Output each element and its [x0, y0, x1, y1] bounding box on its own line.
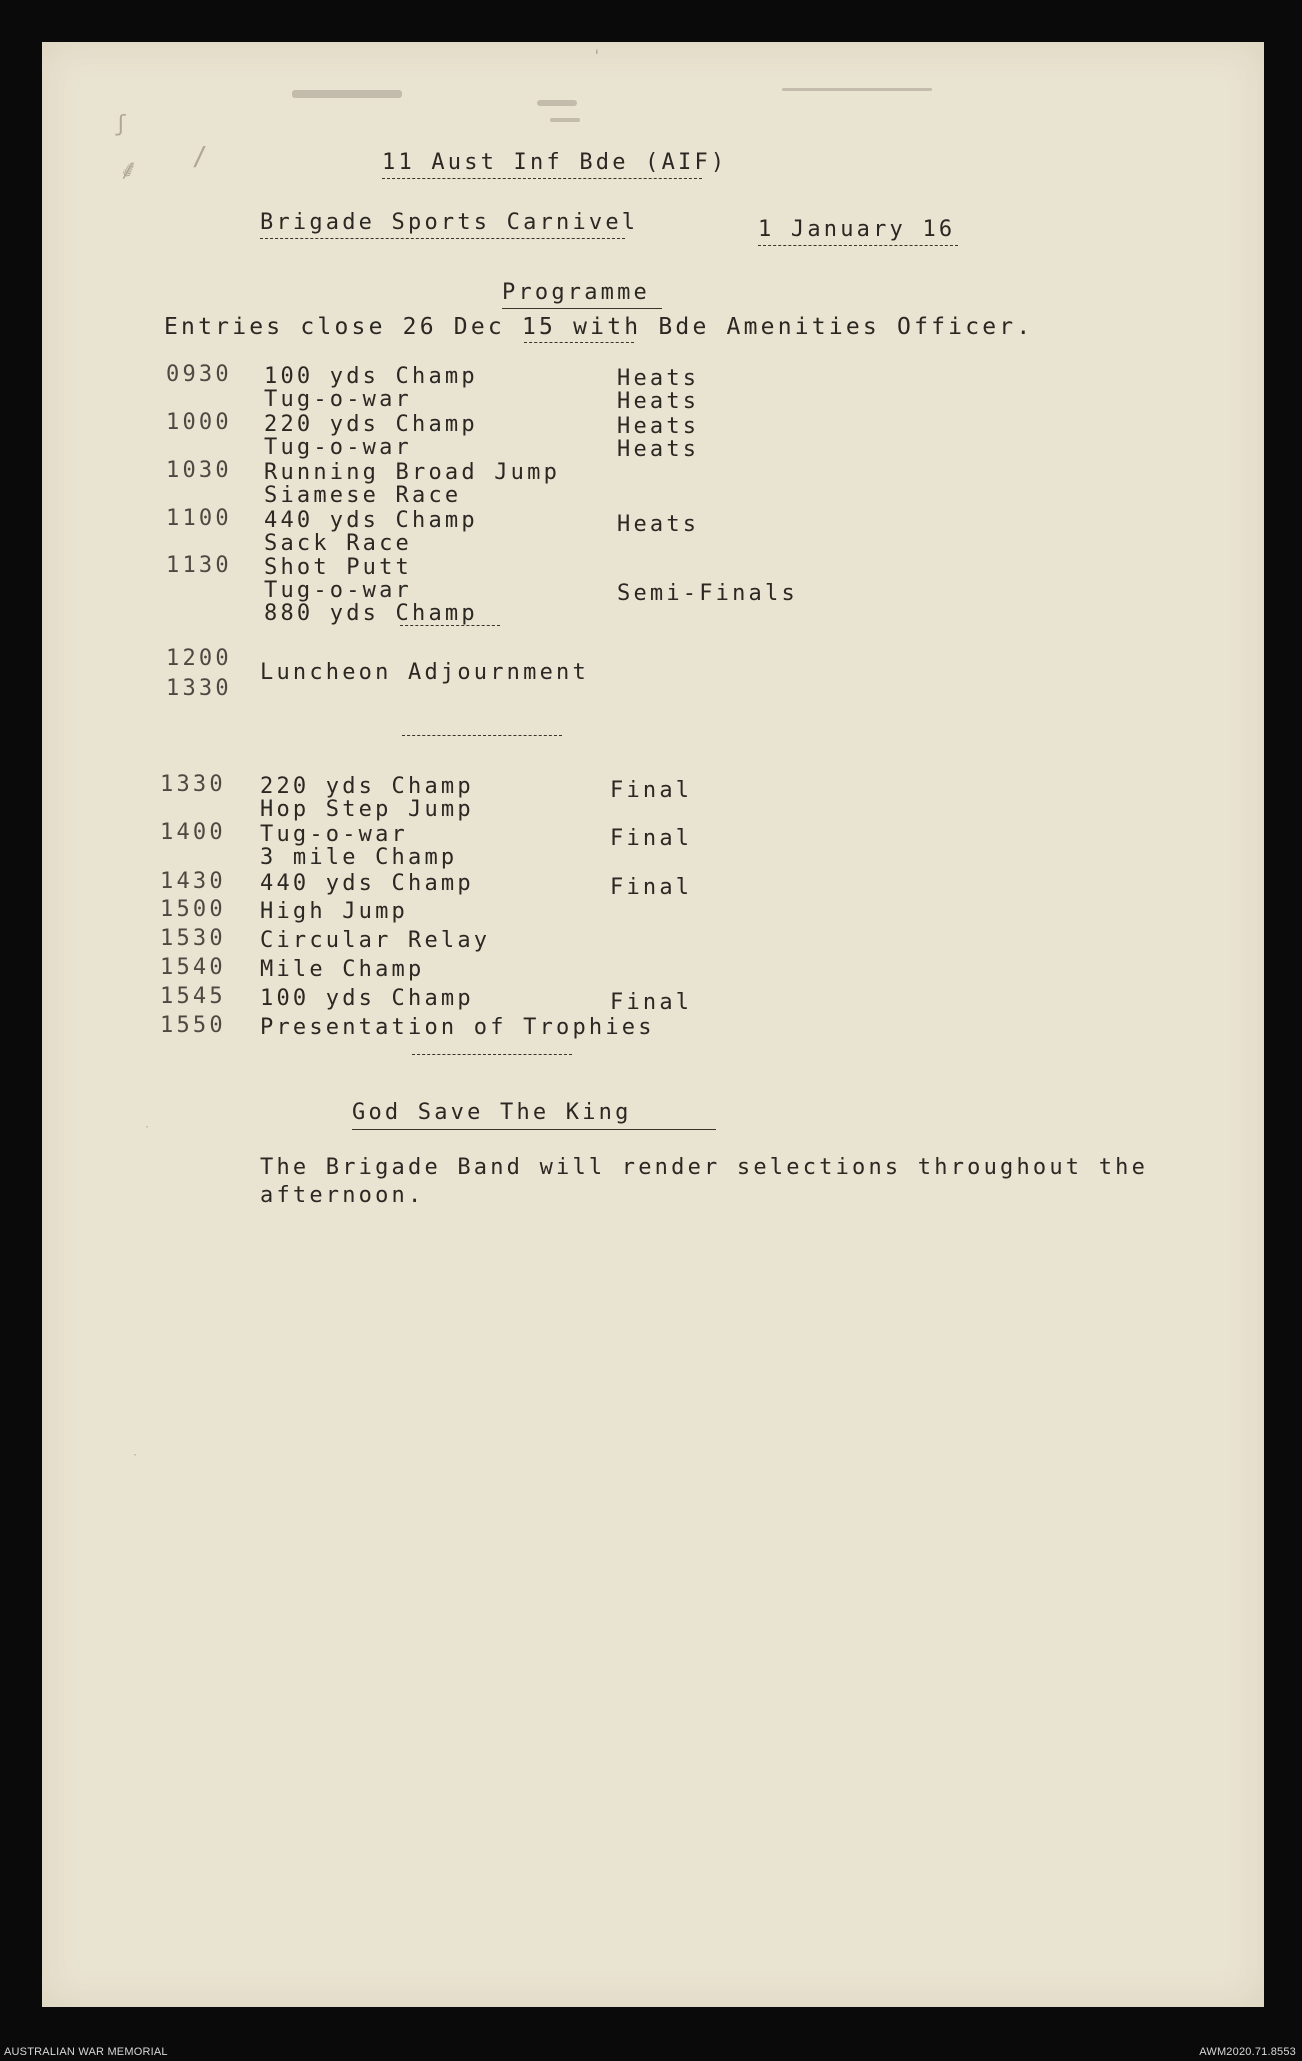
archive-credit: AUSTRALIAN WAR MEMORIAL: [4, 2046, 168, 2058]
programme-underline: [502, 308, 662, 309]
anthem-underline: [352, 1129, 716, 1130]
event-name: High Jump: [260, 899, 409, 924]
event-stage: Heats: [617, 366, 700, 391]
event-stage: Heats: [617, 437, 700, 462]
event-date: 1 January 16: [758, 217, 956, 242]
event-stage: Final: [610, 990, 693, 1015]
time: 1130: [166, 553, 232, 578]
ink-smudge: [782, 88, 932, 91]
time: 1530: [160, 926, 226, 951]
ink-smudge: [537, 100, 577, 106]
event-stage: Final: [610, 826, 693, 851]
event-name: 880 yds Champ: [264, 601, 478, 626]
archive-accession-number: AWM2020.71.8553: [1199, 2046, 1296, 2058]
event-name: 100 yds Champ: [264, 364, 478, 389]
event-stage: Final: [610, 778, 693, 803]
event-title: Brigade Sports Carnivel: [260, 210, 639, 235]
event-name: Siamese Race: [264, 483, 462, 508]
time: 1545: [160, 984, 226, 1009]
event-name: Running Broad Jump: [264, 460, 561, 485]
anthem-line: God Save The King: [352, 1100, 632, 1125]
event-name: Hop Step Jump: [260, 797, 474, 822]
luncheon-label: Luncheon Adjournment: [260, 660, 589, 685]
time: 1540: [160, 955, 226, 980]
event-stage: Heats: [617, 414, 700, 439]
event-stage: Final: [610, 875, 693, 900]
entries-note: Entries close 26 Dec 15 with Bde Amenities Officer.: [164, 314, 1034, 340]
event-name: Tug-o-war: [264, 435, 413, 460]
event-name: 3 mile Champ: [260, 845, 458, 870]
time: 1330: [166, 676, 232, 701]
ink-smudge: [550, 118, 580, 122]
time: 0930: [166, 362, 232, 387]
time: 1000: [166, 410, 232, 435]
event-name: Mile Champ: [260, 957, 425, 982]
document-page: [42, 42, 1264, 2007]
entries-divider: [524, 342, 634, 343]
unit-title: 11 Aust Inf Bde (AIF): [382, 150, 728, 175]
event-name: Tug-o-war: [260, 822, 409, 847]
pencil-mark: ·: [144, 1122, 151, 1133]
morning-end-divider: [400, 625, 500, 626]
time: 1500: [160, 897, 226, 922]
event-name: Shot Putt: [264, 555, 413, 580]
programme-heading: Programme: [502, 280, 651, 305]
event-stage: Heats: [617, 512, 700, 537]
ink-smudge: [292, 90, 402, 98]
event-name: 100 yds Champ: [260, 986, 474, 1011]
closing-note: afternoon.: [260, 1183, 425, 1208]
event-stage: Semi-Finals: [617, 581, 798, 606]
pencil-mark: ʃ: [114, 112, 128, 137]
section-divider: [412, 1054, 572, 1055]
event-name: 440 yds Champ: [264, 508, 478, 533]
event-name: Circular Relay: [260, 928, 491, 953]
time: 1100: [166, 506, 232, 531]
time: 1200: [166, 646, 232, 671]
event-name: 220 yds Champ: [264, 412, 478, 437]
event-date-underline: [758, 245, 958, 246]
event-stage: Heats: [617, 389, 700, 414]
pencil-mark: /: [192, 142, 208, 172]
time: 1550: [160, 1013, 226, 1038]
event-name: Tug-o-war: [264, 387, 413, 412]
pencil-mark: ': [592, 46, 602, 65]
event-name: 440 yds Champ: [260, 871, 474, 896]
time: 1330: [160, 772, 226, 797]
pencil-mark: ⸙: [118, 153, 140, 186]
closing-note: The Brigade Band will render selections throughout the: [260, 1155, 1149, 1180]
unit-title-underline: [382, 178, 702, 179]
time: 1430: [160, 869, 226, 894]
event-name: 220 yds Champ: [260, 774, 474, 799]
event-name: Presentation of Trophies: [260, 1015, 655, 1040]
event-name: Tug-o-war: [264, 578, 413, 603]
event-name: Sack Race: [264, 531, 413, 556]
section-divider: [402, 735, 562, 736]
time: 1030: [166, 458, 232, 483]
pencil-mark: ·: [132, 1450, 139, 1461]
event-title-underline: [260, 238, 625, 239]
time: 1400: [160, 820, 226, 845]
